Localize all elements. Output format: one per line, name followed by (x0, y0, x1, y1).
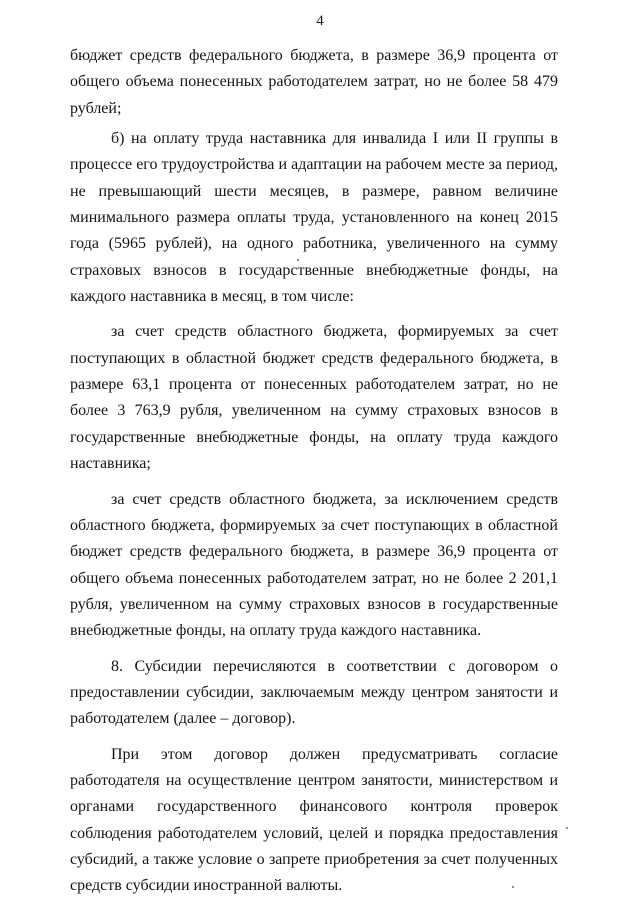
paragraph-subitem-federal-share: за счет средств областного бюджета, формируемых за счет поступающих в областной бюджет средств федерального бюджета, в размере 63,1 процента от понесенных работодателем затрат, но не более 3 763,9 рубля, увеличенном на сумму страховых взносов в государственные внебюджетные фонды, на оплату труда каждого наставника; (70, 323, 558, 473)
paragraph-item-b: б) на оплату труда наставника для инвалида I или II группы в процессе его трудоустройства и адаптации на рабочем месте за период, не превышающий шести месяцев, в размере, равном величине минимального размера оплаты труда, установленного на конец 2015 года (5965 рублей), на одного работника, увеличенного на сумму страховых взносов в государственные внебюджетные фонды, на каждого наставника в месяц, в том числе: (70, 130, 558, 306)
paragraph-contract-terms: При этом договор должен предусматривать согласие работодателя на осуществление центром занятости, министерством и органами государственного финансового контроля проверок соблюдения работодателем условий, целей и порядка предоставления субсидий, а также условие о запрете приобретения за счет полученных средств субсидии иностранной валюты. (70, 745, 558, 895)
page-number: 4 (316, 13, 324, 29)
paragraph-continuation: бюджет средств федерального бюджета, в размере 36,9 процента от общего объема понесенных работодателем затрат, но не более 58 479 рублей; (70, 47, 558, 117)
paragraph-item-8: 8. Субсидии перечисляются в соответствии с договором о предоставлении субсидии, заключаемым между центром занятости и работодателем (далее – договор). (70, 657, 558, 728)
scan-speck (297, 259, 299, 261)
paragraph-subitem-regional-share: за счет средств областного бюджета, за исключением средств областного бюджета, формируемых за счет поступающих в областной бюджет средств федерального бюджета, в размере 36,9 процента от общего объема понесенных работодателем затрат, но не более 2 201,1 рубля, увеличенном на сумму страховых взносов в государственные внебюджетные фонды, на оплату труда каждого наставника. (70, 490, 558, 640)
scan-speck (566, 827, 568, 829)
scan-speck (512, 886, 514, 888)
document-body (70, 43, 558, 900)
